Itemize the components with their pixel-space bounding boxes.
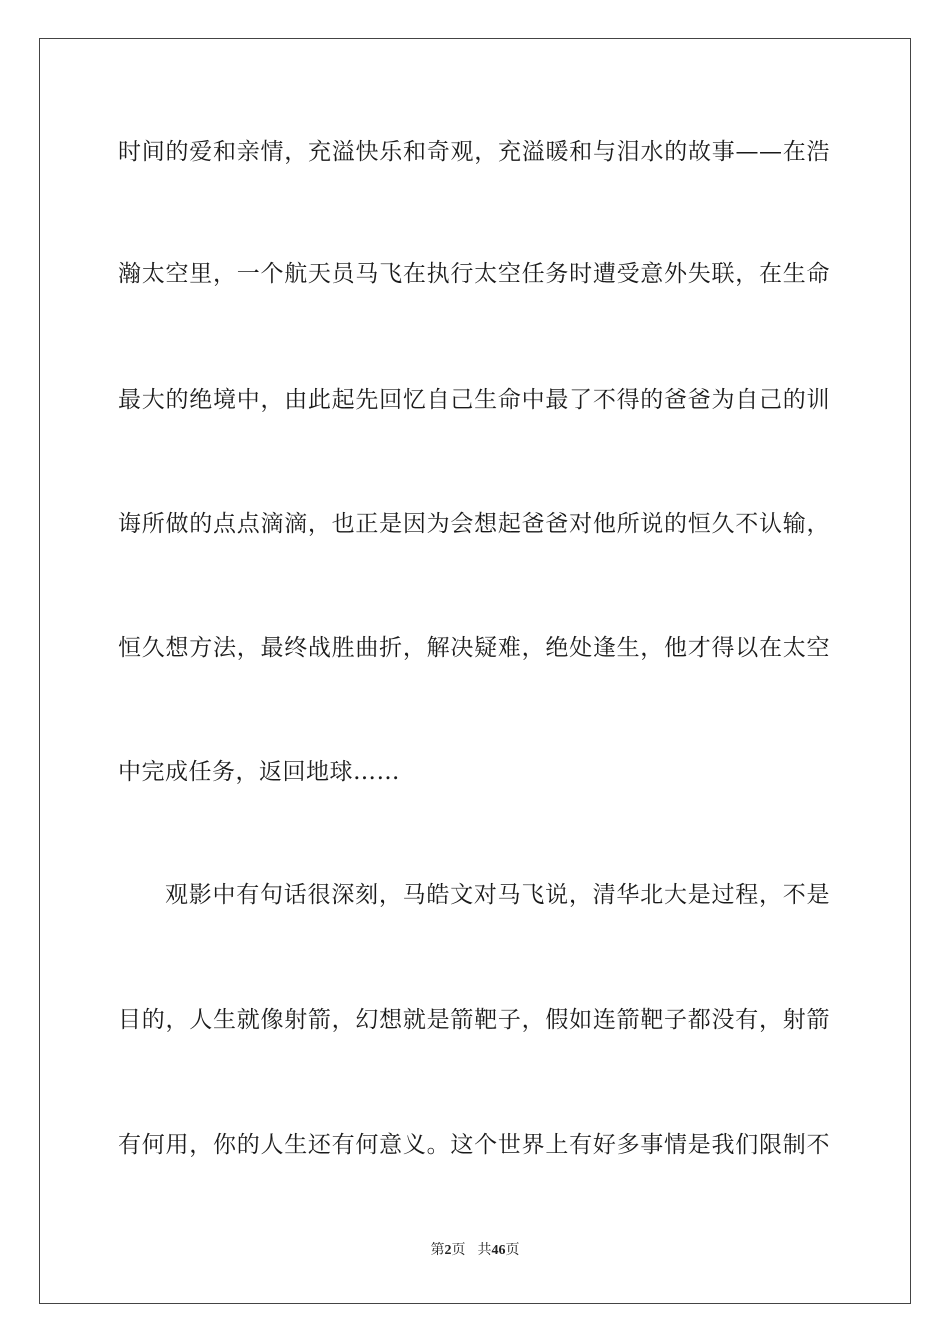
body-line-8: 目的，人生就像射箭，幻想就是箭靶子，假如连箭靶子都没有，射箭 [118,1007,830,1033]
page-prefix: 第 [430,1242,445,1258]
body-line-1: 时间的爱和亲情，充溢快乐和奇观，充溢暖和与泪水的故事——在浩 [118,139,830,165]
body-line-3: 最大的绝境中，由此起先回忆自己生命中最了不得的爸爸为自己的训 [118,387,830,413]
total-suffix: 页 [505,1242,520,1258]
body-line-2: 瀚太空里，一个航天员马飞在执行太空任务时遭受意外失联，在生命 [118,261,830,287]
page-border [39,38,911,1304]
body-line-5: 恒久想方法，最终战胜曲折，解决疑难，绝处逢生，他才得以在太空 [118,635,830,661]
body-line-4: 诲所做的点点滴滴，也正是因为会想起爸爸对他所说的恒久不认输， [118,511,830,537]
total-prefix: 共 [477,1242,492,1258]
page-current-number: 2 [444,1243,452,1258]
body-line-9: 有何用，你的人生还有何意义。这个世界上有好多事情是我们限制不 [118,1132,830,1158]
body-line-6: 中完成任务，返回地球…… [118,759,400,785]
page-suffix: 页 [451,1242,466,1258]
page-total-number: 46 [491,1243,506,1258]
body-line-7: 观影中有句话很深刻，马皓文对马飞说，清华北大是过程，不是 [165,882,830,908]
page-footer [0,1241,950,1260]
